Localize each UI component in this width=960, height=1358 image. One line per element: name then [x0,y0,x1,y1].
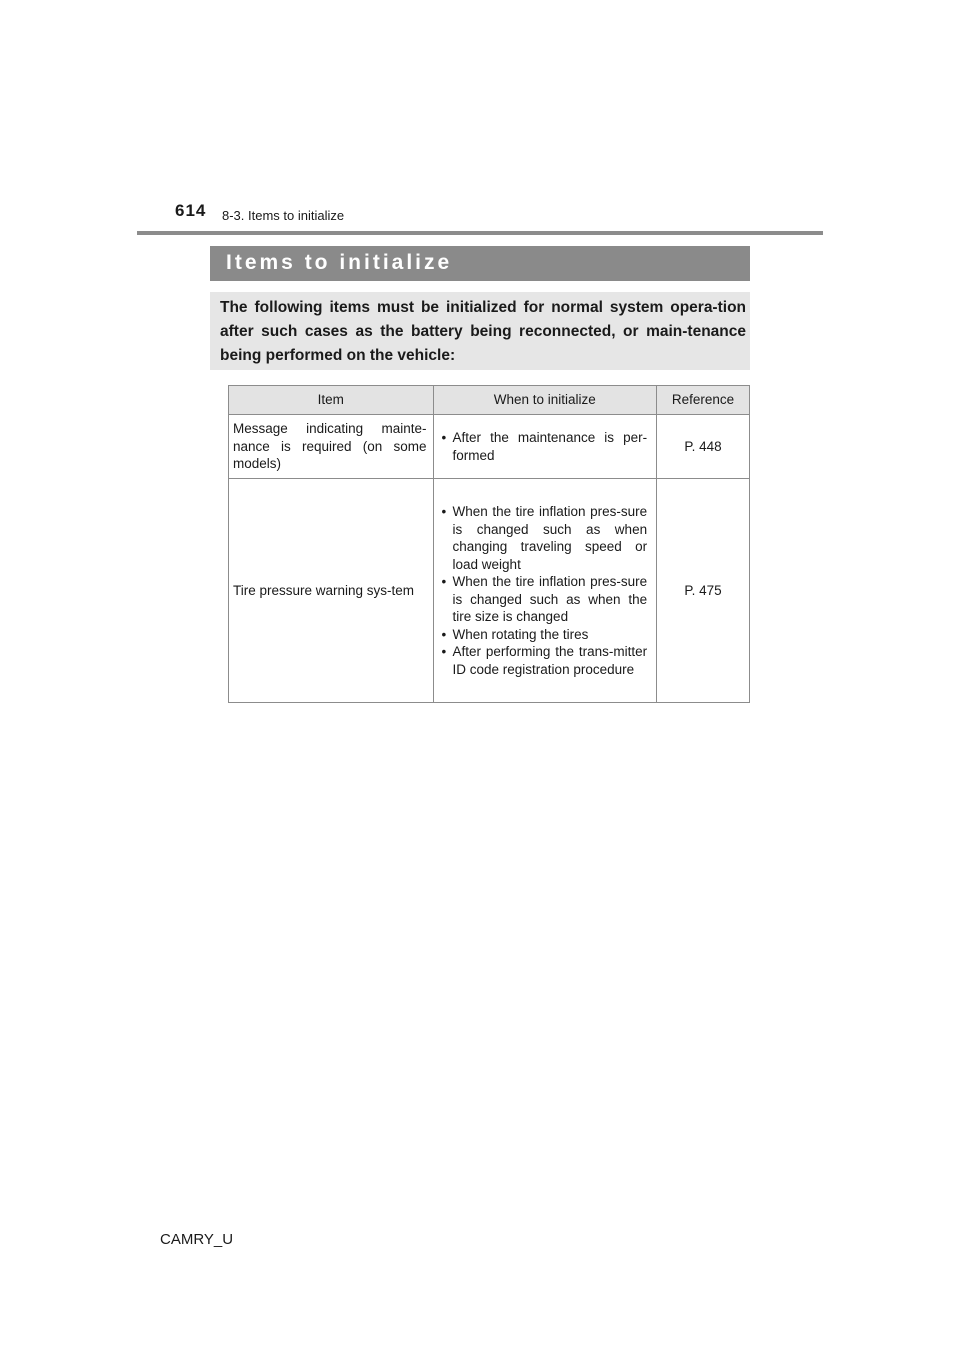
when-list [442,503,648,678]
initialize-table [228,385,750,703]
intro-text: The following items must be initialized for normal system opera-tion after such cases as the battery being reconnected, or main-tenance being performed on the vehicle: [220,299,746,364]
column-header-item: Item [229,386,434,415]
list-item: • When the tire inflation pres-sure is changed such as when changing traveling speed or load weight [442,503,648,573]
footer-model-code: CAMRY_U [160,1231,234,1248]
item-cell: Message indicating mainte-nance is required (on some models) [229,415,434,479]
intro-box [210,292,750,370]
list-item: • After performing the trans-mitter ID code registration procedure [442,643,648,678]
when-cell [433,415,657,479]
table-row [229,415,750,479]
table-row [229,479,750,703]
column-header-when: When to initialize [433,386,657,415]
item-cell: Tire pressure warning sys-tem [229,479,434,703]
breadcrumb: 8-3. Items to initialize [222,208,345,223]
section-title: Items to initialize [226,251,453,274]
list-item: • When rotating the tires [442,626,648,644]
list-item: • When the tire inflation pres-sure is changed such as when the tire size is changed [442,573,648,626]
reference-cell: P. 475 [657,479,750,703]
when-list [442,429,648,464]
when-cell [433,479,657,703]
list-item: • After the maintenance is per-formed [442,429,648,464]
page-number: 614 [175,201,207,220]
column-header-reference: Reference [657,386,750,415]
section-title-band [210,246,750,281]
header-divider [137,231,823,235]
table-header-row [229,386,750,415]
reference-cell: P. 448 [657,415,750,479]
